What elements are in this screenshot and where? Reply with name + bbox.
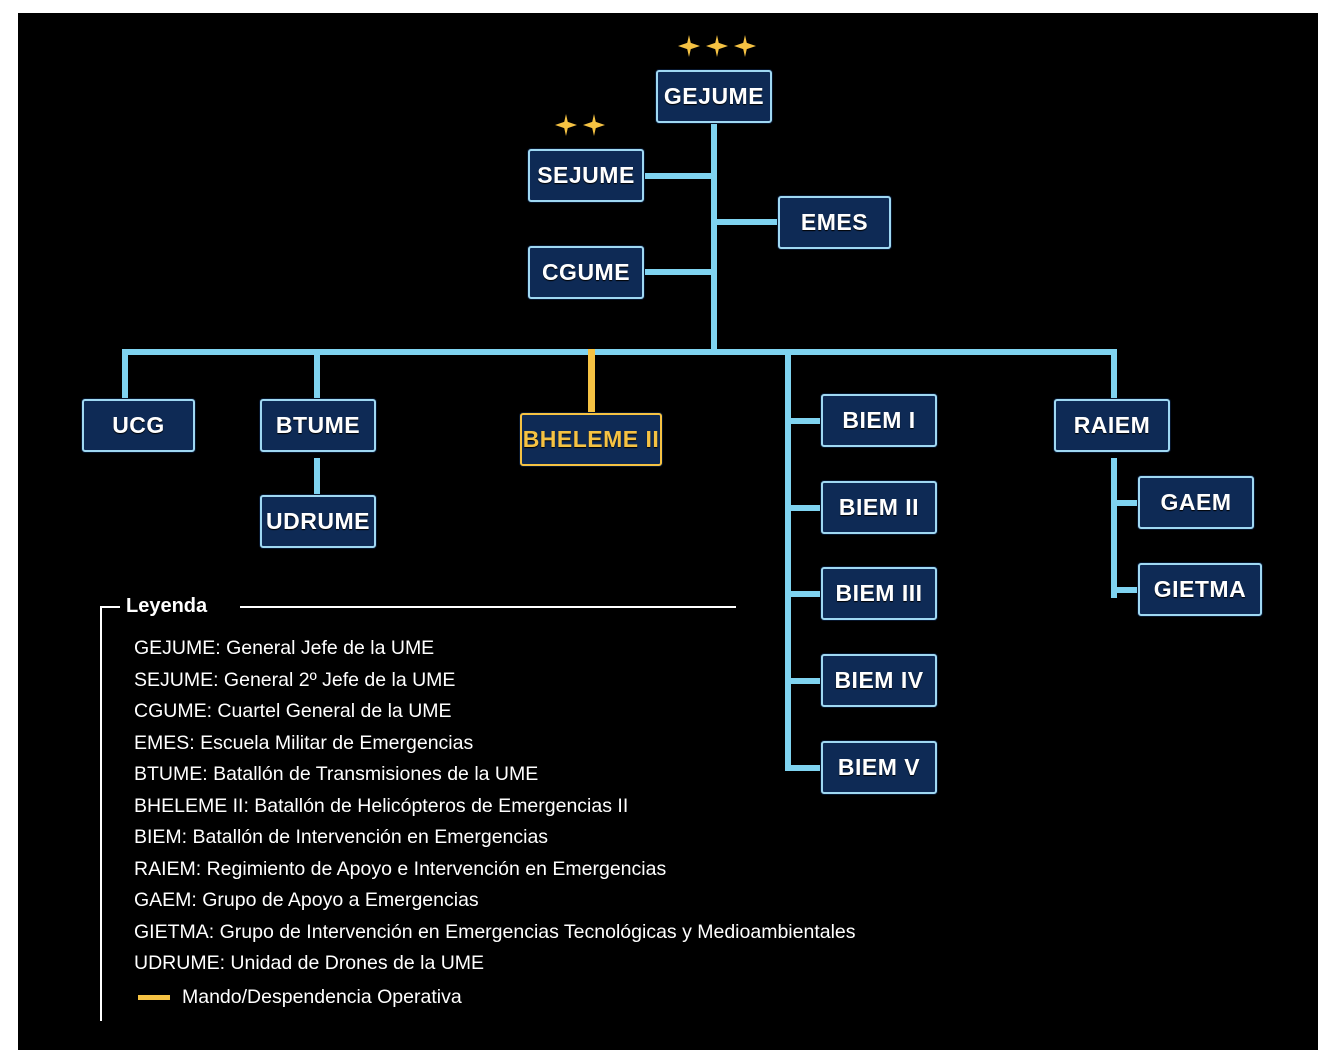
connector-gietma-stub bbox=[1111, 587, 1141, 593]
diagram-canvas bbox=[18, 13, 1318, 1050]
connector-gaem-stub bbox=[1111, 500, 1141, 506]
node-label: BIEM I bbox=[842, 407, 916, 433]
node-label: BTUME bbox=[275, 412, 361, 438]
connector-main-bus bbox=[122, 349, 1117, 355]
node-label: UCG bbox=[112, 412, 165, 438]
node-bheleme-ii[interactable] bbox=[520, 413, 662, 466]
node-cgume[interactable] bbox=[528, 246, 644, 299]
legend-item: CGUME: Cuartel General de la UME bbox=[134, 700, 452, 722]
connector-biem2-stub bbox=[785, 505, 823, 511]
node-label: CGUME bbox=[541, 259, 631, 285]
node-udrume[interactable] bbox=[260, 495, 376, 548]
legend-item-list bbox=[134, 633, 856, 980]
legend-title: Leyenda bbox=[126, 595, 208, 617]
stars-gejume bbox=[678, 35, 756, 57]
node-gejume[interactable] bbox=[656, 70, 772, 123]
stars-sejume bbox=[555, 114, 605, 136]
node-label: SEJUME bbox=[537, 162, 635, 188]
node-label: BIEM IV bbox=[834, 667, 924, 693]
legend-item: BTUME: Batallón de Transmisiones de la UME bbox=[134, 763, 539, 785]
legend-item: SEJUME: General 2º Jefe de la UME bbox=[134, 668, 456, 691]
connector-biem1-stub bbox=[785, 418, 823, 424]
node-label: BIEM V bbox=[837, 754, 921, 780]
star-icon bbox=[734, 35, 756, 57]
legend-item: GIETMA: Grupo de Intervención en Emergencias Tecnológicas y Medioambientales bbox=[134, 920, 856, 943]
legend-footer-label: Mando/Despendencia Operativa bbox=[182, 986, 462, 1008]
node-label: UDRUME bbox=[266, 508, 370, 534]
connector-drop-ucg bbox=[122, 349, 128, 401]
node-label: GIETMA bbox=[1153, 576, 1247, 602]
node-biem-iii[interactable] bbox=[821, 567, 937, 620]
connector-drop-raiem bbox=[1111, 349, 1117, 401]
node-label: BIEM II bbox=[838, 494, 920, 520]
connector-biem3-stub bbox=[785, 591, 823, 597]
legend-item: RAIEM: Regimiento de Apoyo e Intervención en Emergencias bbox=[134, 857, 667, 880]
node-emes[interactable] bbox=[778, 196, 891, 249]
operational-line-swatch bbox=[138, 995, 170, 1000]
node-ucg[interactable] bbox=[82, 399, 195, 452]
node-label: RAIEM bbox=[1073, 412, 1151, 438]
legend-item: GEJUME: General Jefe de la UME bbox=[134, 637, 435, 659]
star-icon bbox=[583, 114, 605, 136]
legend-item: EMES: Escuela Militar de Emergencias bbox=[134, 731, 474, 754]
connector-gejume-trunk bbox=[711, 123, 717, 355]
star-icon bbox=[706, 35, 728, 57]
connector-drop-bheleme bbox=[588, 349, 595, 415]
node-label: EMES bbox=[800, 209, 869, 235]
node-label: GAEM bbox=[1160, 489, 1232, 515]
node-raiem[interactable] bbox=[1054, 399, 1170, 452]
star-icon bbox=[555, 114, 577, 136]
connector-sejume bbox=[642, 173, 717, 179]
node-biem-i[interactable] bbox=[821, 394, 937, 447]
legend-item: UDRUME: Unidad de Drones de la UME bbox=[134, 952, 485, 974]
connector-drop-btume bbox=[314, 349, 320, 401]
node-label: BHELEME II bbox=[522, 426, 660, 452]
connector-raiem-spine bbox=[1111, 458, 1117, 598]
node-gietma[interactable] bbox=[1138, 563, 1262, 616]
legend-item: GAEM: Grupo de Apoyo a Emergencias bbox=[134, 889, 479, 911]
node-btume[interactable] bbox=[260, 399, 376, 452]
node-gaem[interactable] bbox=[1138, 476, 1254, 529]
connector-emes bbox=[711, 219, 779, 225]
node-label: BIEM III bbox=[835, 580, 923, 606]
legend-item: BIEM: Batallón de Intervención en Emergencias bbox=[134, 826, 549, 848]
node-label: GEJUME bbox=[663, 83, 765, 109]
star-icon bbox=[678, 35, 700, 57]
legend-item: BHELEME II: Batallón de Helicópteros de Emergencias II bbox=[134, 794, 629, 817]
connector-cgume bbox=[642, 269, 717, 275]
legend-footer bbox=[138, 986, 462, 1009]
node-sejume[interactable] bbox=[528, 149, 644, 202]
node-biem-ii[interactable] bbox=[821, 481, 937, 534]
